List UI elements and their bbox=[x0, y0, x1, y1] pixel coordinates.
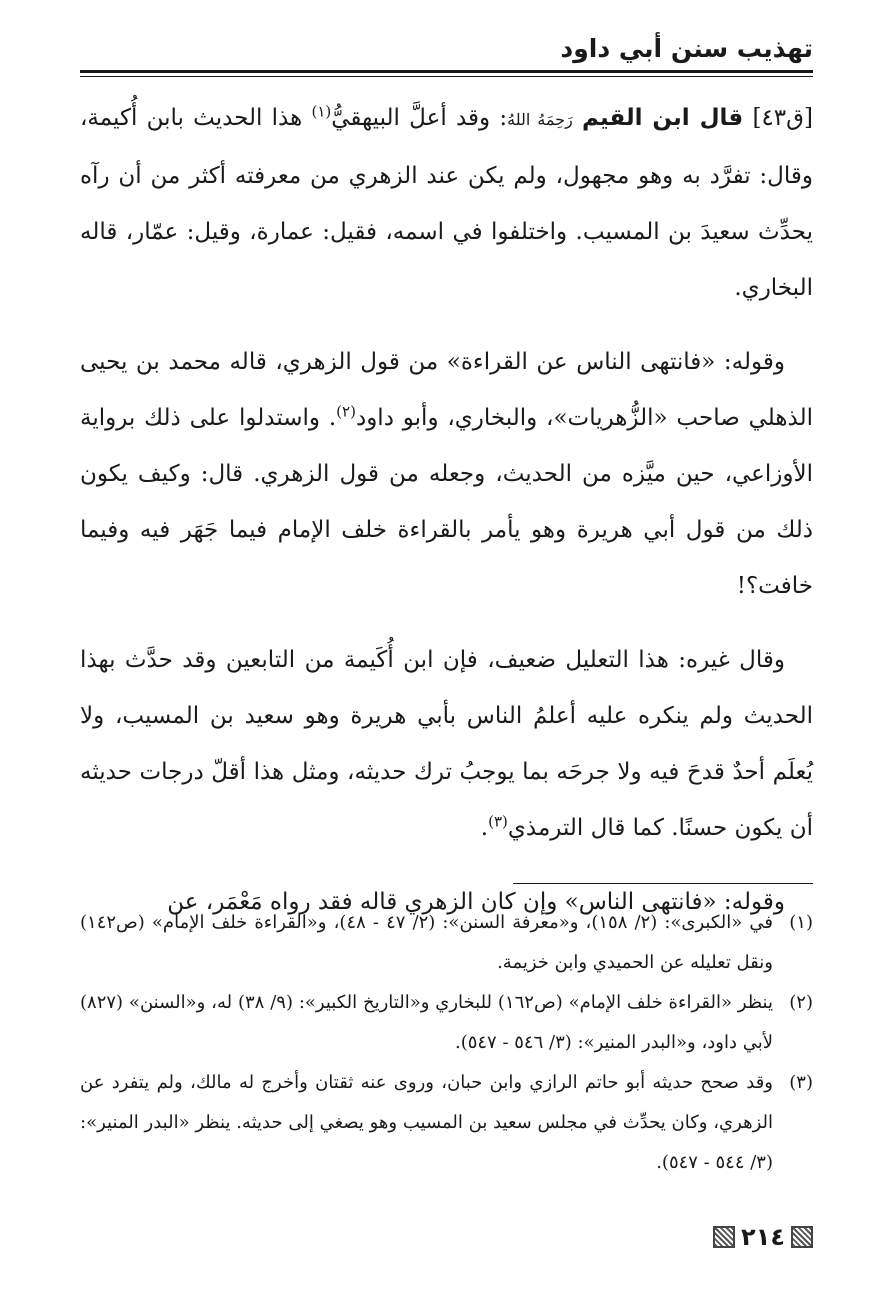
manuscript-ref: [ق٤٣] bbox=[752, 105, 813, 131]
footnote-text: في «الكبرى»: (٢/ ١٥٨)، و«معرفة السنن»: (٢/ ٤٧ - ٤٨)، و«القراءة خلف الإمام» (ص١٤٢) ونقل تعليله عن الحميدي وابن خزيمة. bbox=[80, 912, 774, 973]
paragraph-2 bbox=[80, 334, 813, 614]
paragraph-3-text-a: وقال غيره: هذا التعليل ضعيف، فإن ابن أُكَيمة من التابعين وقد حدَّث بهذا الحديث ولم ينكره عليه أعلمُ الناس بأبي هريرة وهو سعيد بن المسيب، ولا يُعلَم أحدٌ قدحَ فيه ولا جرحَه بما يوجبُ ترك حديثه، ومثل هذا أقلّ درجات حديثه أن يكون حسنًا. كما قال الترمذي bbox=[80, 647, 813, 841]
paragraph-2-text-a: وقوله: «فانتهى الناس عن القراءة» من قول الزهري، قاله محمد بن يحيى الذهلي صاحب «الزُّهريات»، والبخاري، وأبو داود bbox=[80, 349, 813, 431]
speaker-name: قال ابن القيم bbox=[582, 105, 744, 131]
paragraph-1-text-a: : وقد أعلَّ البيهقيُّ bbox=[331, 105, 508, 131]
paragraph-3 bbox=[80, 632, 813, 856]
header-rule-thick bbox=[80, 70, 813, 73]
ornament-icon bbox=[791, 1226, 813, 1248]
footnote-number: (٣) bbox=[789, 1072, 813, 1093]
paragraph-3-text-b: . bbox=[480, 815, 489, 841]
footnote-number: (٢) bbox=[789, 992, 813, 1013]
header-rule-thin bbox=[80, 76, 813, 77]
footnotes bbox=[80, 903, 813, 1183]
page-number-block bbox=[713, 1222, 813, 1252]
paragraph-4-text: وقوله: «فانتهى الناس» وإن كان الزهري قاله فقد رواه مَعْمَر، عن bbox=[167, 889, 785, 915]
footnote-text: ينظر «القراءة خلف الإمام» (ص١٦٢) للبخاري و«التاريخ الكبير»: (٩/ ٣٨) له، و«السنن» (٨٢٧) لأبي داود، و«البدر المنير»: (٣/ ٥٤٦ - ٥٤٧). bbox=[80, 992, 773, 1053]
paragraph-1-text-b: هذا الحديث بابن أُكيمة، وقال: تفرَّد به وهو مجهول، ولم يكن عند الزهري من معرفته أكثر من أن رآه يحدِّث سعيدَ بن المسيب. واختلفوا في اسمه، فقيل: عمارة، وقيل: عمّار، قاله البخاري. bbox=[80, 105, 813, 301]
paragraph-1 bbox=[80, 90, 813, 316]
footnote-mark-1[interactable]: (١) bbox=[311, 102, 332, 121]
footnote-2 bbox=[80, 983, 813, 1063]
running-title: تهذيب سنن أبي داود bbox=[560, 34, 813, 63]
ornament-icon bbox=[713, 1226, 735, 1248]
main-text bbox=[80, 90, 813, 948]
footnote-number: (١) bbox=[789, 912, 813, 933]
honorific-phrase: رَحِمَهُ اللهُ bbox=[507, 110, 573, 129]
page-number: ٢١٤ bbox=[741, 1223, 785, 1251]
footnote-mark-2[interactable]: (٢) bbox=[336, 402, 356, 421]
footnote-mark-3[interactable]: (٣) bbox=[488, 812, 508, 831]
footnote-3 bbox=[80, 1063, 813, 1183]
footnote-1 bbox=[80, 903, 813, 983]
footnote-separator bbox=[513, 883, 813, 884]
footnote-text: وقد صحح حديثه أبو حاتم الرازي وابن حبان، وروى عنه ثقتان وأخرج له مالك، ولم يتفرد عن الزهري، وكان يحدِّث في مجلس سعيد بن المسيب وهو يصغي إلى حديثه. ينظر «البدر المنير»: (٣/ ٥٤٤ - ٥٤٧). bbox=[80, 1072, 773, 1173]
paragraph-2-text-b: . واستدلوا على ذلك برواية الأوزاعي، حين ميَّزه من الحديث، وجعله من قول الزهري. قال: وكيف يكون ذلك من قول أبي هريرة وهو يأمر بالقراءة خلف الإمام فيما جَهَر فيه وفيما خافت؟! bbox=[80, 405, 813, 599]
